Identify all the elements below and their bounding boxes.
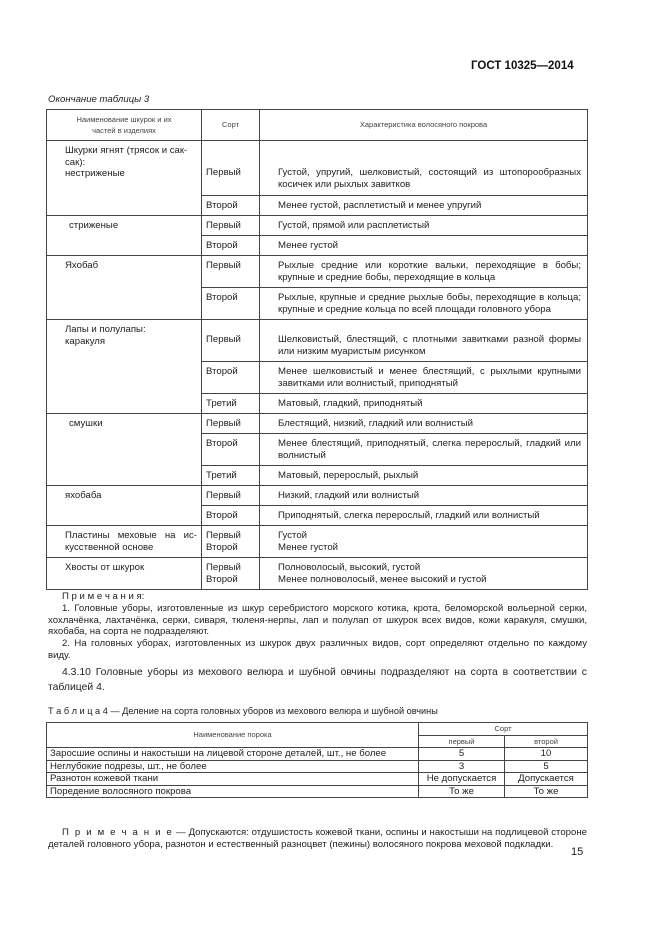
col-header-first: первый [419,735,505,748]
col-header-characteristic: Характеристика волосяного покрова [260,110,588,141]
characteristic-cell: Густой, упругий, шелковистый, состоящий из штопорообразных косичек или рыхлых завитков [260,141,588,196]
characteristic-cell: Менее шелковистый и менее блестящий, с рыхлыми крупными завитками или волнистый, приподнятый [260,362,588,394]
note4-text: — Допускаются: отдушистость кожевой ткани, оспины и накостыши на подлицевой стороне деталей головного убора, разнотон и естественный разноцвет (пежины) волосяного покрова меховой подкладки. [48,827,587,850]
characteristic-cell: Рыхлые, крупные и средние рыхлые бобы, переходящие в кольца; крупные и средние кольца по всей площади головного убора [260,288,588,320]
paragraph-4-3-10: 4.3.10 Головные уборы из мехового велюра и шубной овчины подразделяют на сорта в соответствии с таблицей 4. [48,667,587,693]
characteristic-cell: Полноволосый, высокий, густой Менее полноволосый, менее высокий и густой [260,558,588,590]
defect-name: Неглубокие подрезы, шт., не более [47,760,419,773]
page-number: 15 [571,846,584,858]
second-grade-value: Допускается [505,773,588,786]
grade-cell: Первый [202,256,260,288]
table-4 [46,722,588,798]
first-grade-value: 3 [419,760,505,773]
note4-title: П р и м е ч а н и е [62,827,174,838]
grade-cell: Первый [202,320,260,362]
characteristic-cell: Матовый, гладкий, приподнятый [260,394,588,414]
second-grade-value: 10 [505,748,588,761]
table-row [47,748,588,761]
first-grade-value: Не допускается [419,773,505,786]
standard-header: ГОСТ 10325—2014 [471,60,574,72]
table-row-name: Хвосты от шкурок [47,558,202,590]
defect-name: Заросшие оспины и накостыши на лицевой стороне деталей, шт., не более [47,748,419,761]
table3-notes [48,591,587,662]
table-row-name: Шкурки ягнят (трясок и сак- сак): нестриженые [47,141,202,216]
note-item: 1. Головные уборы, изготовленные из шкур серебристого морского котика, крота, беломорской вольерной серки, хохлачёнка, лахтачёнка, серки, сиваря, тюленя-нерпы, лап и полулап от шкурок всех видов, кожи каракуля, смушки, яхобаба, на сорта не подразделяют. [48,602,587,638]
table-row-name: стриженые [47,216,202,256]
characteristic-cell: Менее густой [260,236,588,256]
table-row-name: Яхобаб [47,256,202,320]
table-row-name: Лапы и полулапы: каракуля [47,320,202,414]
grade-cell: Второй [202,434,260,466]
defect-name: Поредение волосяного покрова [47,785,419,798]
characteristic-cell: Густой, прямой или расплетистый [260,216,588,236]
first-grade-value: То же [419,785,505,798]
characteristic-cell: Приподнятый, слегка перерослый, гладкий или волнистый [260,506,588,526]
col-header-grade: Сорт [202,110,260,141]
grade-cell: Первый [202,141,260,196]
table-row-name: яхобаба [47,486,202,526]
col-header-second: второй [505,735,588,748]
characteristic-cell: Матовый, перерослый, рыхлый [260,466,588,486]
notes-title: П р и м е ч а н и я: [62,591,145,602]
col-header-defect: Наименование порока [47,723,419,748]
characteristic-cell: Менее блестящий, приподнятый, слегка перерослый, гладкий или волнистый [260,434,588,466]
characteristic-cell: Густой Менее густой [260,526,588,558]
characteristic-cell: Низкий, гладкий или волнистый [260,486,588,506]
grade-cell: Второй [202,236,260,256]
grade-cell: Первый Второй [202,558,260,590]
grade-cell: Первый [202,216,260,236]
table3-caption: Окончание таблицы 3 [48,94,150,105]
grade-cell: Первый [202,414,260,434]
grade-cell: Второй [202,288,260,320]
grade-cell: Второй [202,506,260,526]
col-header-grade: Сорт [419,723,588,736]
table-row-name: смушки [47,414,202,486]
characteristic-cell: Рыхлые средние или короткие вальки, переходящие в бобы; крупные и средние бобы, переходящие в кольца [260,256,588,288]
table-row [47,760,588,773]
grade-cell: Второй [202,196,260,216]
characteristic-cell: Блестящий, низкий, гладкий или волнистый [260,414,588,434]
second-grade-value: То же [505,785,588,798]
table-row [47,785,588,798]
table-3 [46,109,588,590]
characteristic-cell: Шелковистый, блестящий, с плотными завитками разной формы или низким муаристым рисунком [260,320,588,362]
grade-cell: Третий [202,394,260,414]
table-row-name: Пластины меховые на ис- кусственной основе [47,526,202,558]
defect-name: Разнотон кожевой ткани [47,773,419,786]
first-grade-value: 5 [419,748,505,761]
table-row [47,773,588,786]
table4-note [48,827,587,851]
grade-cell: Первый [202,486,260,506]
characteristic-cell: Менее густой, расплетистый и менее упругий [260,196,588,216]
grade-cell: Третий [202,466,260,486]
second-grade-value: 5 [505,760,588,773]
note-item: 2. На головных уборах, изготовленных из шкурок двух различных видов, сорт определяют отдельно по каждому виду. [48,638,587,661]
table4-caption: Т а б л и ц а 4 — Деление на сорта головных уборов из мехового велюра и шубной овчины [48,706,438,716]
grade-cell: Первый Второй [202,526,260,558]
col-header-name: Наименование шкурок и их частей в изделиях [47,110,202,141]
grade-cell: Второй [202,362,260,394]
